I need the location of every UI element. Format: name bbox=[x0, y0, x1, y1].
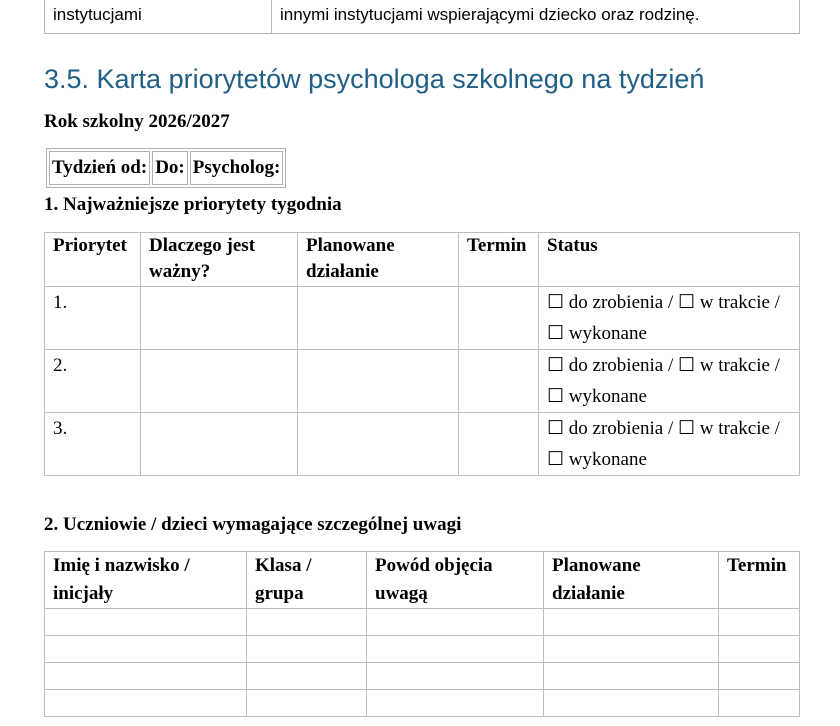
table-header-row bbox=[45, 552, 800, 609]
action-cell[interactable] bbox=[298, 350, 459, 413]
pupils-table bbox=[44, 551, 800, 717]
psychologist-label[interactable]: Psycholog: bbox=[190, 151, 284, 185]
table-row bbox=[45, 287, 800, 350]
col-header-class: Klasa / grupa bbox=[247, 552, 367, 609]
table-cell: innymi instytucjami wspierającymi dziecko oraz rodzinę. bbox=[272, 0, 800, 34]
table-cell[interactable] bbox=[45, 636, 247, 663]
col-header-status: Status bbox=[539, 233, 800, 287]
table-cell[interactable] bbox=[367, 663, 544, 690]
why-cell[interactable] bbox=[141, 350, 298, 413]
previous-table-tail bbox=[44, 0, 800, 34]
table-cell[interactable] bbox=[367, 636, 544, 663]
table-header-row bbox=[45, 233, 800, 287]
deadline-cell[interactable] bbox=[459, 413, 539, 476]
priority-number: 3. bbox=[45, 413, 141, 476]
col-header-name: Imię i nazwisko / inicjały bbox=[45, 552, 247, 609]
action-cell[interactable] bbox=[298, 287, 459, 350]
table-cell[interactable] bbox=[367, 609, 544, 636]
table-cell[interactable] bbox=[544, 690, 719, 717]
col-header-action: Planowane działanie bbox=[298, 233, 459, 287]
col-header-priority: Priorytet bbox=[45, 233, 141, 287]
table-row bbox=[45, 663, 800, 690]
col-header-deadline: Termin bbox=[459, 233, 539, 287]
week-to-label[interactable]: Do: bbox=[152, 151, 188, 185]
table-row bbox=[45, 413, 800, 476]
school-year: Rok szkolny 2026/2027 bbox=[44, 111, 230, 132]
table-row bbox=[45, 636, 800, 663]
col-header-deadline: Termin bbox=[719, 552, 800, 609]
table-cell[interactable] bbox=[45, 690, 247, 717]
priority-number: 2. bbox=[45, 350, 141, 413]
table-row bbox=[45, 350, 800, 413]
section-heading: 3.5. Karta priorytetów psychologa szkolnego na tydzień bbox=[44, 64, 705, 94]
table-cell[interactable] bbox=[544, 663, 719, 690]
table-cell[interactable] bbox=[544, 609, 719, 636]
table-cell[interactable] bbox=[45, 609, 247, 636]
table-cell[interactable] bbox=[247, 636, 367, 663]
table-cell[interactable] bbox=[247, 609, 367, 636]
week-from-label[interactable]: Tydzień od: bbox=[49, 151, 150, 185]
col-header-action: Planowane działanie bbox=[544, 552, 719, 609]
col-header-why: Dlaczego jest ważny? bbox=[141, 233, 298, 287]
table-cell[interactable] bbox=[45, 663, 247, 690]
table-cell[interactable] bbox=[719, 663, 800, 690]
week-info-table bbox=[46, 148, 286, 188]
table-row bbox=[45, 690, 800, 717]
why-cell[interactable] bbox=[141, 413, 298, 476]
section-2-title: 2. Uczniowie / dzieci wymagające szczególnej uwagi bbox=[44, 514, 462, 535]
deadline-cell[interactable] bbox=[459, 350, 539, 413]
table-row bbox=[49, 151, 283, 185]
status-cell[interactable]: ☐ do zrobienia / ☐ w trakcie / ☐ wykonane bbox=[539, 287, 800, 350]
why-cell[interactable] bbox=[141, 287, 298, 350]
priority-number: 1. bbox=[45, 287, 141, 350]
table-row bbox=[45, 0, 800, 34]
status-cell[interactable]: ☐ do zrobienia / ☐ w trakcie / ☐ wykonane bbox=[539, 350, 800, 413]
deadline-cell[interactable] bbox=[459, 287, 539, 350]
table-cell[interactable] bbox=[719, 609, 800, 636]
priorities-table bbox=[44, 232, 800, 476]
status-cell[interactable]: ☐ do zrobienia / ☐ w trakcie / ☐ wykonane bbox=[539, 413, 800, 476]
section-1-title: 1. Najważniejsze priorytety tygodnia bbox=[44, 194, 342, 215]
table-cell[interactable] bbox=[719, 690, 800, 717]
table-cell[interactable] bbox=[544, 636, 719, 663]
table-cell[interactable] bbox=[719, 636, 800, 663]
table-cell[interactable] bbox=[247, 690, 367, 717]
table-cell: instytucjami bbox=[45, 0, 272, 34]
col-header-reason: Powód objęcia uwagą bbox=[367, 552, 544, 609]
table-cell[interactable] bbox=[367, 690, 544, 717]
table-row bbox=[45, 609, 800, 636]
action-cell[interactable] bbox=[298, 413, 459, 476]
table-cell[interactable] bbox=[247, 663, 367, 690]
